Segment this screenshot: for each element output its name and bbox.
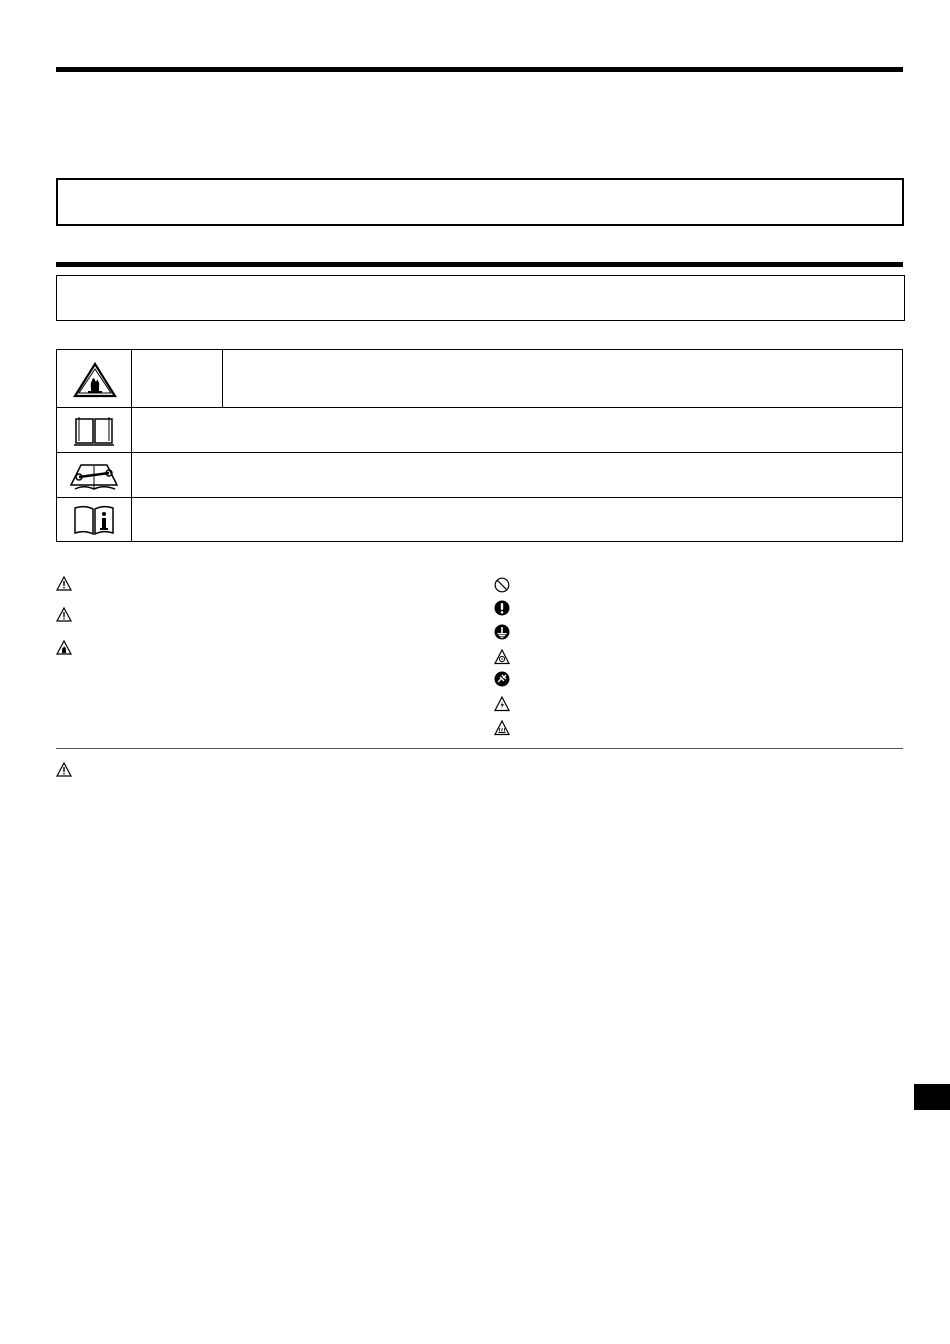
- mandatory-exclamation-icon: [494, 600, 510, 616]
- flammable-warning-icon: [73, 362, 117, 398]
- icon-cell: [57, 350, 132, 407]
- electric-shock-icon: [494, 696, 510, 712]
- manual-book-icon: [73, 415, 115, 447]
- label-cell: [131, 350, 223, 407]
- symbol-row-information: [57, 498, 902, 542]
- notice-box: [56, 178, 904, 226]
- flammable-triangle-icon: [56, 640, 72, 656]
- symbol-row-manual: [57, 408, 902, 453]
- warning-triangle-icon: [56, 576, 72, 592]
- symbol-row-service: [57, 453, 902, 498]
- earth-ground-icon: [494, 624, 510, 640]
- icon-cell: [57, 498, 132, 542]
- warning-triangle-icon: [56, 762, 72, 778]
- icon-cell: [57, 453, 132, 497]
- plug-disconnect-icon: [494, 671, 510, 687]
- caution-triangle-icon: [56, 607, 72, 623]
- service-manual-icon: [69, 461, 119, 491]
- hot-surface-icon: [494, 720, 510, 736]
- prohibition-icon: [494, 577, 510, 593]
- symbol-table: [56, 349, 903, 542]
- section-divider: [56, 748, 903, 749]
- icon-cell: [57, 408, 132, 452]
- section-box: [56, 275, 905, 321]
- section-heading-rule: [56, 262, 903, 267]
- fan-hazard-icon: [494, 649, 510, 665]
- symbol-row-flammable: [57, 350, 902, 408]
- page-tab: [914, 1084, 950, 1110]
- top-heading-rule: [56, 67, 903, 72]
- information-manual-icon: [73, 504, 115, 536]
